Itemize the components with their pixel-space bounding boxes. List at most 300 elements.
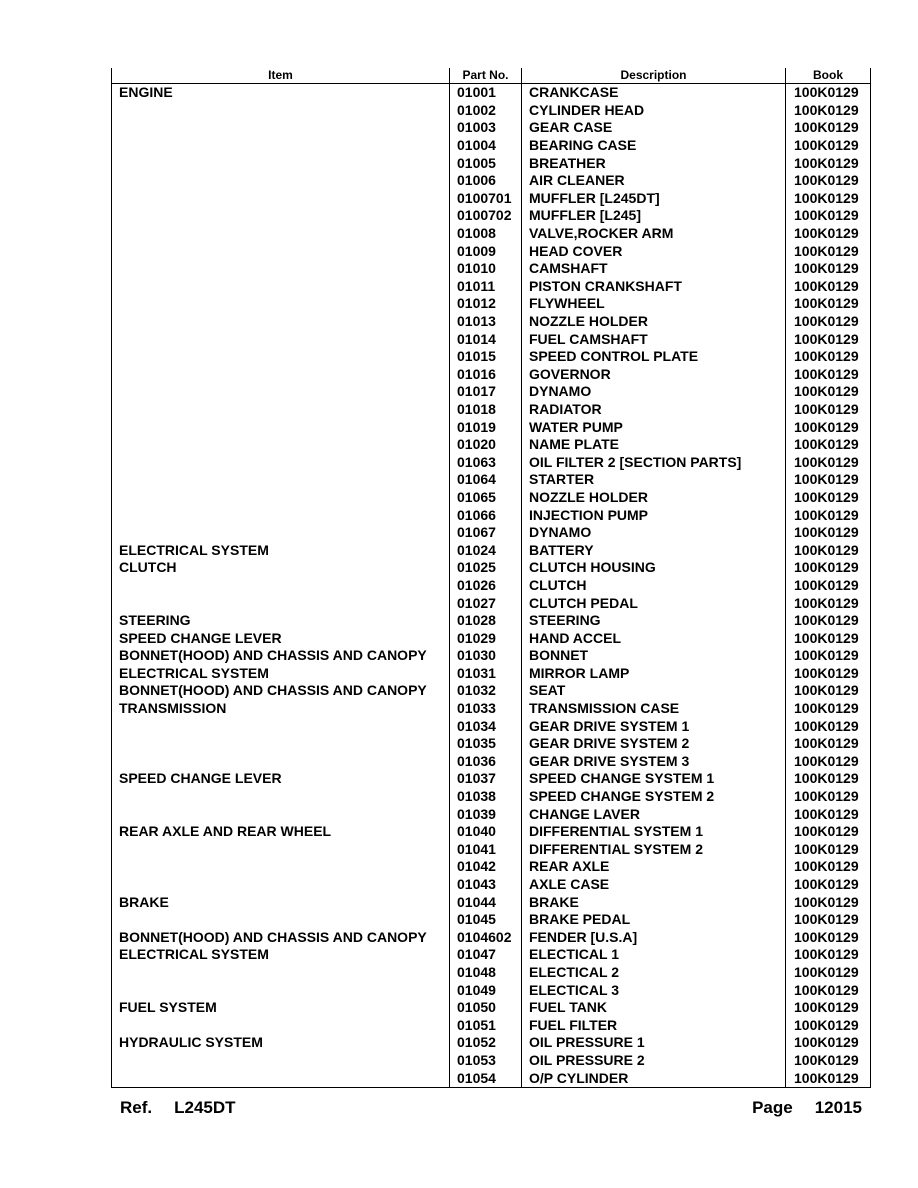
book-cell: 100K0129	[786, 1034, 871, 1052]
item-cell	[112, 594, 450, 612]
book-cell: 100K0129	[786, 577, 871, 595]
table-row	[112, 999, 871, 1017]
book-cell: 100K0129	[786, 665, 871, 683]
table-row	[112, 102, 871, 120]
description-cell: OIL PRESSURE 1	[522, 1034, 786, 1052]
item-cell	[112, 383, 450, 401]
column-header-description: Description	[522, 68, 786, 84]
book-cell: 100K0129	[786, 753, 871, 771]
item-cell	[112, 788, 450, 806]
table-header-row	[112, 68, 871, 84]
table-row	[112, 841, 871, 859]
item-cell: BONNET(HOOD) AND CHASSIS AND CANOPY	[112, 647, 450, 665]
description-cell: FLYWHEEL	[522, 295, 786, 313]
item-cell: ELECTRICAL SYSTEM	[112, 946, 450, 964]
book-cell: 100K0129	[786, 964, 871, 982]
item-cell	[112, 190, 450, 208]
part-no-cell: 01029	[450, 629, 522, 647]
item-cell	[112, 366, 450, 384]
table-row	[112, 383, 871, 401]
table-row	[112, 682, 871, 700]
description-cell: SEAT	[522, 682, 786, 700]
book-cell: 100K0129	[786, 946, 871, 964]
table-row	[112, 577, 871, 595]
item-cell	[112, 1052, 450, 1070]
description-cell: ELECTICAL 1	[522, 946, 786, 964]
book-cell: 100K0129	[786, 911, 871, 929]
part-no-cell: 01020	[450, 436, 522, 454]
book-cell: 100K0129	[786, 313, 871, 331]
book-cell: 100K0129	[786, 260, 871, 278]
description-cell: DIFFERENTIAL SYSTEM 1	[522, 823, 786, 841]
column-header-item: Item	[112, 68, 450, 84]
part-no-cell: 01048	[450, 964, 522, 982]
table-row	[112, 348, 871, 366]
description-cell: ELECTICAL 3	[522, 981, 786, 999]
parts-index-sheet	[111, 68, 870, 1088]
part-no-cell: 01037	[450, 770, 522, 788]
description-cell: MUFFLER [L245DT]	[522, 190, 786, 208]
description-cell: HEAD COVER	[522, 242, 786, 260]
description-cell: CAMSHAFT	[522, 260, 786, 278]
book-cell: 100K0129	[786, 629, 871, 647]
table-row	[112, 172, 871, 190]
part-no-cell: 01049	[450, 981, 522, 999]
table-row	[112, 805, 871, 823]
book-cell: 100K0129	[786, 366, 871, 384]
part-no-cell: 01026	[450, 577, 522, 595]
description-cell: PISTON CRANKSHAFT	[522, 278, 786, 296]
description-cell: DYNAMO	[522, 524, 786, 542]
table-body	[112, 84, 871, 1088]
page-number: 12015	[814, 1098, 862, 1117]
table-row	[112, 524, 871, 542]
book-cell: 100K0129	[786, 453, 871, 471]
item-cell	[112, 577, 450, 595]
table-row	[112, 946, 871, 964]
item-cell	[112, 1016, 450, 1034]
item-cell: STEERING	[112, 612, 450, 630]
part-no-cell: 01045	[450, 911, 522, 929]
book-cell: 100K0129	[786, 999, 871, 1017]
item-cell	[112, 401, 450, 419]
table-row	[112, 594, 871, 612]
description-cell: CYLINDER HEAD	[522, 102, 786, 120]
description-cell: SPEED CHANGE SYSTEM 1	[522, 770, 786, 788]
book-cell: 100K0129	[786, 700, 871, 718]
part-no-cell: 01036	[450, 753, 522, 771]
footer-ref	[120, 1098, 236, 1118]
part-no-cell: 01039	[450, 805, 522, 823]
book-cell: 100K0129	[786, 383, 871, 401]
table-row	[112, 770, 871, 788]
book-cell: 100K0129	[786, 823, 871, 841]
description-cell: GEAR DRIVE SYSTEM 1	[522, 717, 786, 735]
item-cell	[112, 506, 450, 524]
part-no-cell: 01032	[450, 682, 522, 700]
part-no-cell: 01027	[450, 594, 522, 612]
book-cell: 100K0129	[786, 225, 871, 243]
part-no-cell: 01065	[450, 489, 522, 507]
ref-label: Ref.	[120, 1098, 153, 1117]
table-row	[112, 717, 871, 735]
book-cell: 100K0129	[786, 594, 871, 612]
part-no-cell: 01047	[450, 946, 522, 964]
table-row	[112, 823, 871, 841]
table-row	[112, 506, 871, 524]
item-cell	[112, 137, 450, 155]
part-no-cell: 01025	[450, 559, 522, 577]
description-cell: GEAR CASE	[522, 119, 786, 137]
description-cell: FENDER [U.S.A]	[522, 929, 786, 947]
description-cell: BRAKE	[522, 893, 786, 911]
book-cell: 100K0129	[786, 295, 871, 313]
part-no-cell: 01053	[450, 1052, 522, 1070]
book-cell: 100K0129	[786, 154, 871, 172]
part-no-cell: 01018	[450, 401, 522, 419]
part-no-cell: 01050	[450, 999, 522, 1017]
table-row	[112, 700, 871, 718]
part-no-cell: 0100701	[450, 190, 522, 208]
column-header-book: Book	[786, 68, 871, 84]
part-no-cell: 01043	[450, 876, 522, 894]
book-cell: 100K0129	[786, 647, 871, 665]
description-cell: BONNET	[522, 647, 786, 665]
table-row	[112, 313, 871, 331]
table-row	[112, 260, 871, 278]
table-row	[112, 225, 871, 243]
table-row	[112, 788, 871, 806]
part-no-cell: 01004	[450, 137, 522, 155]
table-row	[112, 190, 871, 208]
table-row	[112, 453, 871, 471]
item-cell	[112, 735, 450, 753]
part-no-cell: 01008	[450, 225, 522, 243]
item-cell: ELECTRICAL SYSTEM	[112, 665, 450, 683]
item-cell	[112, 1069, 450, 1087]
item-cell: ELECTRICAL SYSTEM	[112, 541, 450, 559]
table-row	[112, 753, 871, 771]
table-row	[112, 366, 871, 384]
item-cell	[112, 207, 450, 225]
table-row	[112, 418, 871, 436]
part-no-cell: 01012	[450, 295, 522, 313]
description-cell: REAR AXLE	[522, 858, 786, 876]
book-cell: 100K0129	[786, 471, 871, 489]
table-row	[112, 401, 871, 419]
description-cell: SPEED CONTROL PLATE	[522, 348, 786, 366]
part-no-cell: 01001	[450, 84, 522, 102]
part-no-cell: 01009	[450, 242, 522, 260]
item-cell	[112, 841, 450, 859]
page-footer	[120, 1098, 862, 1120]
description-cell: O/P CYLINDER	[522, 1069, 786, 1087]
item-cell: CLUTCH	[112, 559, 450, 577]
book-cell: 100K0129	[786, 418, 871, 436]
item-cell	[112, 981, 450, 999]
description-cell: CLUTCH	[522, 577, 786, 595]
book-cell: 100K0129	[786, 612, 871, 630]
part-no-cell: 01038	[450, 788, 522, 806]
book-cell: 100K0129	[786, 788, 871, 806]
description-cell: VALVE,ROCKER ARM	[522, 225, 786, 243]
item-cell: BONNET(HOOD) AND CHASSIS AND CANOPY	[112, 682, 450, 700]
part-no-cell: 01024	[450, 541, 522, 559]
part-no-cell: 01003	[450, 119, 522, 137]
part-no-cell: 01002	[450, 102, 522, 120]
description-cell: BEARING CASE	[522, 137, 786, 155]
book-cell: 100K0129	[786, 436, 871, 454]
table-row	[112, 137, 871, 155]
description-cell: BRAKE PEDAL	[522, 911, 786, 929]
book-cell: 100K0129	[786, 893, 871, 911]
description-cell: AIR CLEANER	[522, 172, 786, 190]
book-cell: 100K0129	[786, 242, 871, 260]
item-cell	[112, 295, 450, 313]
description-cell: FUEL CAMSHAFT	[522, 330, 786, 348]
book-cell: 100K0129	[786, 348, 871, 366]
table-row	[112, 735, 871, 753]
item-cell: SPEED CHANGE LEVER	[112, 629, 450, 647]
part-no-cell: 01051	[450, 1016, 522, 1034]
item-cell: TRANSMISSION	[112, 700, 450, 718]
description-cell: MIRROR LAMP	[522, 665, 786, 683]
part-no-cell: 01054	[450, 1069, 522, 1087]
part-no-cell: 01041	[450, 841, 522, 859]
table-row	[112, 119, 871, 137]
part-no-cell: 01066	[450, 506, 522, 524]
description-cell: INJECTION PUMP	[522, 506, 786, 524]
item-cell	[112, 436, 450, 454]
part-no-cell: 01028	[450, 612, 522, 630]
book-cell: 100K0129	[786, 805, 871, 823]
item-cell: ENGINE	[112, 84, 450, 102]
part-no-cell: 01034	[450, 717, 522, 735]
description-cell: BATTERY	[522, 541, 786, 559]
item-cell	[112, 753, 450, 771]
item-cell	[112, 453, 450, 471]
table-row	[112, 154, 871, 172]
page-label: Page	[752, 1098, 793, 1117]
description-cell: WATER PUMP	[522, 418, 786, 436]
table-row	[112, 541, 871, 559]
description-cell: RADIATOR	[522, 401, 786, 419]
description-cell: ELECTICAL 2	[522, 964, 786, 982]
description-cell: CRANKCASE	[522, 84, 786, 102]
part-no-cell: 01040	[450, 823, 522, 841]
table-row	[112, 436, 871, 454]
part-no-cell: 01005	[450, 154, 522, 172]
part-no-cell: 01019	[450, 418, 522, 436]
book-cell: 100K0129	[786, 489, 871, 507]
item-cell	[112, 313, 450, 331]
part-no-cell: 01035	[450, 735, 522, 753]
item-cell	[112, 876, 450, 894]
table-row	[112, 84, 871, 102]
table-row	[112, 1034, 871, 1052]
description-cell: CLUTCH PEDAL	[522, 594, 786, 612]
description-cell: NAME PLATE	[522, 436, 786, 454]
item-cell	[112, 717, 450, 735]
item-cell: HYDRAULIC SYSTEM	[112, 1034, 450, 1052]
book-cell: 100K0129	[786, 841, 871, 859]
description-cell: DYNAMO	[522, 383, 786, 401]
table-row	[112, 207, 871, 225]
book-cell: 100K0129	[786, 682, 871, 700]
description-cell: BREATHER	[522, 154, 786, 172]
item-cell	[112, 225, 450, 243]
book-cell: 100K0129	[786, 717, 871, 735]
book-cell: 100K0129	[786, 119, 871, 137]
table-row	[112, 1069, 871, 1087]
table-row	[112, 278, 871, 296]
description-cell: NOZZLE HOLDER	[522, 313, 786, 331]
item-cell	[112, 278, 450, 296]
book-cell: 100K0129	[786, 506, 871, 524]
table-row	[112, 1016, 871, 1034]
item-cell: REAR AXLE AND REAR WHEEL	[112, 823, 450, 841]
book-cell: 100K0129	[786, 102, 871, 120]
part-no-cell: 0104602	[450, 929, 522, 947]
table-row	[112, 858, 871, 876]
book-cell: 100K0129	[786, 1069, 871, 1087]
description-cell: CHANGE LAVER	[522, 805, 786, 823]
item-cell: BONNET(HOOD) AND CHASSIS AND CANOPY	[112, 929, 450, 947]
book-cell: 100K0129	[786, 524, 871, 542]
part-no-cell: 01063	[450, 453, 522, 471]
table-row	[112, 665, 871, 683]
description-cell: GEAR DRIVE SYSTEM 2	[522, 735, 786, 753]
ref-value: L245DT	[174, 1098, 236, 1117]
part-no-cell: 01017	[450, 383, 522, 401]
book-cell: 100K0129	[786, 858, 871, 876]
part-no-cell: 01011	[450, 278, 522, 296]
part-no-cell: 01006	[450, 172, 522, 190]
table-row	[112, 911, 871, 929]
book-cell: 100K0129	[786, 770, 871, 788]
description-cell: OIL FILTER 2 [SECTION PARTS]	[522, 453, 786, 471]
table-row	[112, 876, 871, 894]
book-cell: 100K0129	[786, 330, 871, 348]
part-no-cell: 01030	[450, 647, 522, 665]
item-cell	[112, 471, 450, 489]
book-cell: 100K0129	[786, 1052, 871, 1070]
description-cell: OIL PRESSURE 2	[522, 1052, 786, 1070]
table-row	[112, 964, 871, 982]
table-row	[112, 981, 871, 999]
book-cell: 100K0129	[786, 190, 871, 208]
book-cell: 100K0129	[786, 559, 871, 577]
part-no-cell: 01042	[450, 858, 522, 876]
item-cell: FUEL SYSTEM	[112, 999, 450, 1017]
table-row	[112, 629, 871, 647]
table-row	[112, 893, 871, 911]
table-row	[112, 489, 871, 507]
part-no-cell: 01033	[450, 700, 522, 718]
book-cell: 100K0129	[786, 401, 871, 419]
book-cell: 100K0129	[786, 929, 871, 947]
parts-table	[111, 68, 871, 1088]
description-cell: DIFFERENTIAL SYSTEM 2	[522, 841, 786, 859]
book-cell: 100K0129	[786, 137, 871, 155]
footer-page	[752, 1098, 862, 1118]
book-cell: 100K0129	[786, 735, 871, 753]
table-row	[112, 1052, 871, 1070]
table-row	[112, 471, 871, 489]
part-no-cell: 0100702	[450, 207, 522, 225]
book-cell: 100K0129	[786, 84, 871, 102]
item-cell: SPEED CHANGE LEVER	[112, 770, 450, 788]
item-cell	[112, 524, 450, 542]
part-no-cell: 01014	[450, 330, 522, 348]
table-row	[112, 242, 871, 260]
description-cell: AXLE CASE	[522, 876, 786, 894]
description-cell: FUEL TANK	[522, 999, 786, 1017]
item-cell	[112, 260, 450, 278]
description-cell: MUFFLER [L245]	[522, 207, 786, 225]
book-cell: 100K0129	[786, 1016, 871, 1034]
item-cell	[112, 330, 450, 348]
item-cell	[112, 119, 450, 137]
description-cell: HAND ACCEL	[522, 629, 786, 647]
part-no-cell: 01067	[450, 524, 522, 542]
part-no-cell: 01044	[450, 893, 522, 911]
description-cell: SPEED CHANGE SYSTEM 2	[522, 788, 786, 806]
item-cell	[112, 172, 450, 190]
part-no-cell: 01064	[450, 471, 522, 489]
item-cell	[112, 102, 450, 120]
description-cell: FUEL FILTER	[522, 1016, 786, 1034]
book-cell: 100K0129	[786, 541, 871, 559]
table-row	[112, 559, 871, 577]
item-cell	[112, 911, 450, 929]
description-cell: GEAR DRIVE SYSTEM 3	[522, 753, 786, 771]
description-cell: NOZZLE HOLDER	[522, 489, 786, 507]
book-cell: 100K0129	[786, 981, 871, 999]
item-cell	[112, 805, 450, 823]
item-cell	[112, 964, 450, 982]
table-row	[112, 647, 871, 665]
book-cell: 100K0129	[786, 207, 871, 225]
part-no-cell: 01010	[450, 260, 522, 278]
table-row	[112, 330, 871, 348]
description-cell: CLUTCH HOUSING	[522, 559, 786, 577]
table-row	[112, 295, 871, 313]
table-row	[112, 612, 871, 630]
book-cell: 100K0129	[786, 172, 871, 190]
item-cell	[112, 489, 450, 507]
description-cell: TRANSMISSION CASE	[522, 700, 786, 718]
description-cell: GOVERNOR	[522, 366, 786, 384]
description-cell: STEERING	[522, 612, 786, 630]
item-cell	[112, 858, 450, 876]
item-cell	[112, 242, 450, 260]
description-cell: STARTER	[522, 471, 786, 489]
part-no-cell: 01013	[450, 313, 522, 331]
item-cell	[112, 418, 450, 436]
part-no-cell: 01016	[450, 366, 522, 384]
item-cell: BRAKE	[112, 893, 450, 911]
table-row	[112, 929, 871, 947]
part-no-cell: 01052	[450, 1034, 522, 1052]
item-cell	[112, 348, 450, 366]
part-no-cell: 01031	[450, 665, 522, 683]
column-header-part-no: Part No.	[450, 68, 522, 84]
part-no-cell: 01015	[450, 348, 522, 366]
item-cell	[112, 154, 450, 172]
book-cell: 100K0129	[786, 876, 871, 894]
book-cell: 100K0129	[786, 278, 871, 296]
